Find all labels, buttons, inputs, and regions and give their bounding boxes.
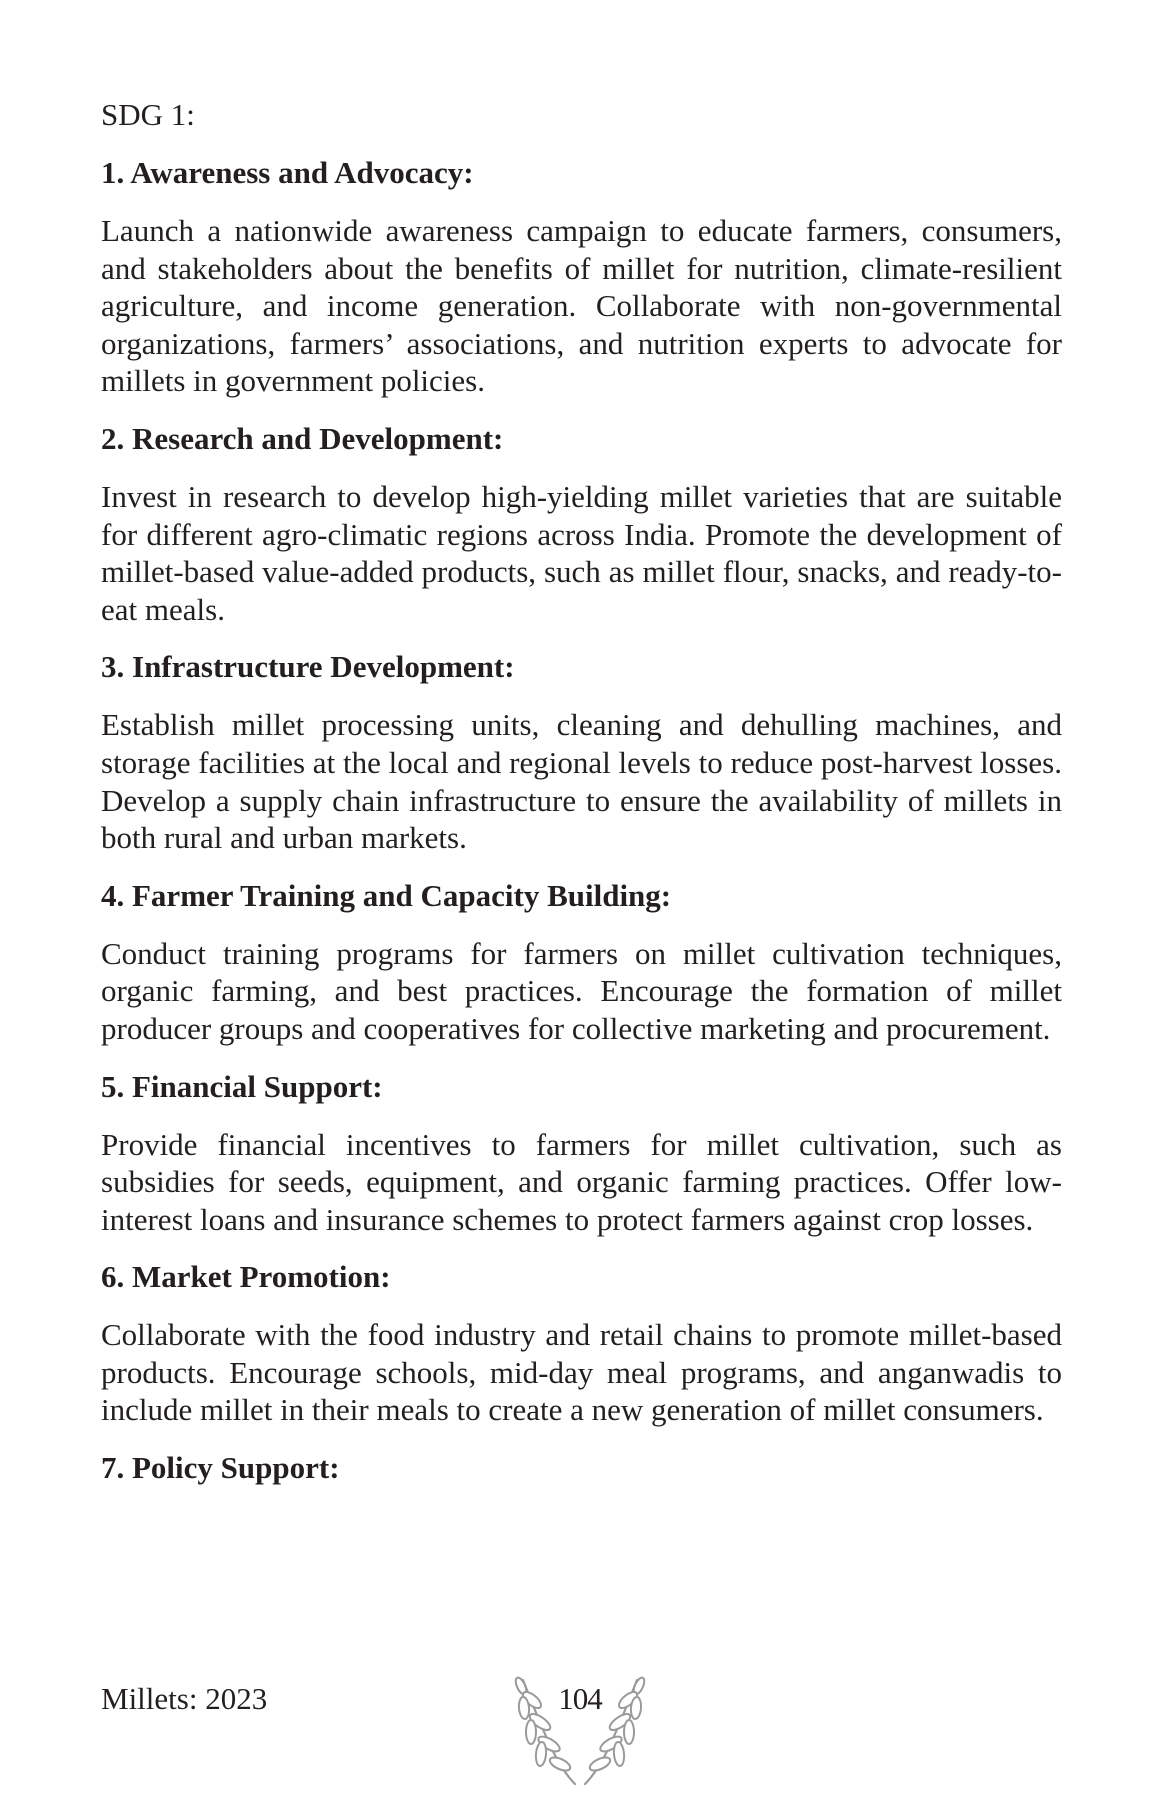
section-body: Conduct training programs for farmers on millet cultivation techniques, organic farming, and best practices. Encourage the formation of millet producer groups and cooperatives for collective marketing and procurement. [101,935,1062,1046]
document-page [101,96,1062,1507]
section-heading: 2. Research and Development: [101,420,504,456]
section-2 [101,420,1062,628]
section-heading: 4. Farmer Training and Capacity Building: [101,877,672,913]
section-heading: 5. Financial Support: [101,1068,383,1104]
section-4 [101,877,1062,1048]
section-1 [101,154,1062,400]
sdg-label: SDG 1: [101,97,195,132]
section-5 [101,1068,1062,1239]
page-footer [0,1680,1164,1800]
section-body: Collaborate with the food industry and retail chains to promote millet-based products. Encourage schools, mid-day meal programs, and anganwadis to include millet in their meals to create a new generation of millet consumers. [101,1317,1062,1428]
section-heading: 1. Awareness and Advocacy: [101,155,474,190]
section-body: Invest in research to develop high-yielding millet varieties that are suitable for different agro-climatic regions across India. Promote the development of millet-based value-added products, such as millet flour, snacks, and ready-to-eat meals. [101,478,1062,627]
section-body: Launch a nationwide awareness campaign to educate farmers, consumers, and stakeholders about the benefits of millet for nutrition, climate-resilient agriculture, and income generation. Collaborate with non-governmental organizations, farmers’ associations, and nutrition experts to advocate for millets in government policies. [101,213,1062,399]
section-6 [101,1258,1062,1429]
section-7 [101,1449,1062,1487]
page-number: 104 [558,1681,602,1716]
section-heading: 6. Market Promotion: [101,1259,391,1295]
book-title: Millets: 2023 [101,1681,268,1716]
section-heading: 7. Policy Support: [101,1450,340,1486]
section-body: Establish millet processing units, cleaning and dehulling machines, and storage facilities at the local and regional levels to reduce post-harvest losses. Develop a supply chain infrastructure to ensure the availability of millets in both rural and urban markets. [101,707,1062,856]
section-3 [101,648,1062,856]
section-heading: 3. Infrastructure Development: [101,649,515,685]
section-body: Provide financial incentives to farmers for millet cultivation, such as subsidies for seeds, equipment, and organic farming practices. Offer low-interest loans and insurance schemes to protect farmers against crop losses. [101,1126,1062,1237]
